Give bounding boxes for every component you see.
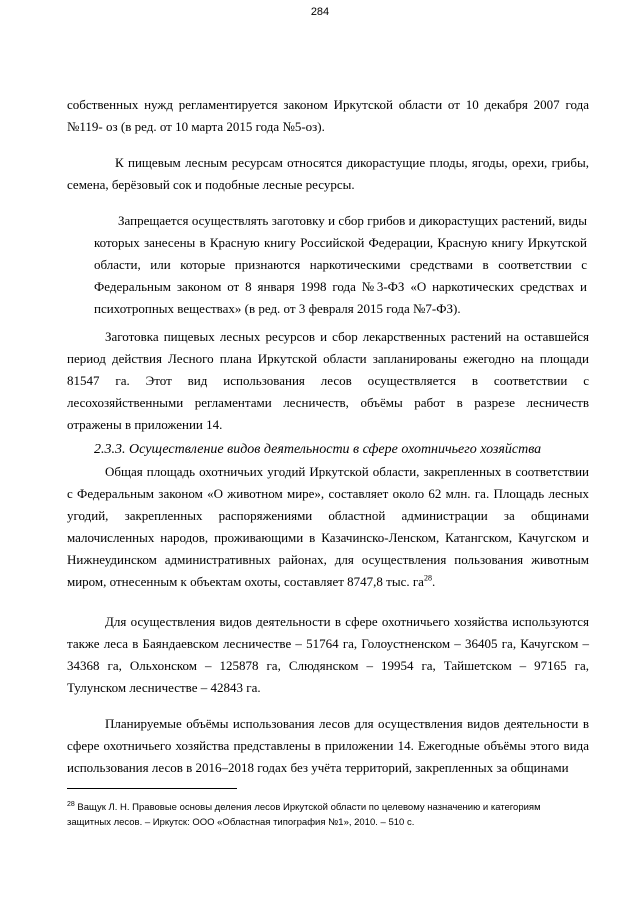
footnote-text: Ващук Л. Н. Правовые основы деления лесов Иркутской области по целевому назначению и категориям защитных лесов. – Иркутск: ООО «Областная типография №1», 2010. – 510 с. [67,802,541,828]
paragraph-7: Планируемые объёмы использования лесов для осуществления видов деятельности в сфере охотничьего хозяйства представлены в приложении 14. Ежегодные объёмы этого вида использования лесов в 2016–2018 годах без учёта территорий, закрепленных за общинами [67,716,589,775]
paragraph-4: Заготовка пищевых лесных ресурсов и сбор лекарственных растений на оставшейся период действия Лесного плана Иркутской области запланированы ежегодно на площади 81547 га. Этот вид использования лесов осуществляется в соответствии с лесохозяйственными регламентами лесничеств, объёмы работ в разрезе лесничеств отражены в приложении 14. [67,329,589,432]
footnote [67,800,567,830]
page-number: 284 [310,6,330,18]
paragraph-1: собственных нужд регламентируется законом Иркутской области от 10 декабря 2007 года №119- оз (в ред. от 10 марта 2015 года №5-оз). [67,97,589,134]
paragraph-5 [67,461,589,593]
paragraph-2: К пищевым лесным ресурсам относятся дикорастущие плоды, ягоды, орехи, грибы, семена, берёзовый сок и подобные лесные ресурсы. [67,155,589,192]
section-heading: 2.3.3. Осуществление видов деятельности в сфере охотничьего хозяйства [94,442,542,457]
footnote-ref[interactable]: 28 [423,573,432,583]
paragraph-5-text: Общая площадь охотничьих угодий Иркутской области, закрепленных в соответствии с Федеральным законом «О животном мире», составляет около 62 млн. га. Площадь лесных угодий, закрепленных распоряжениями областной администрации за общинами малочисленных народов, проживающими в Казачинско-Ленском, Катангском, Качугском и Нижнеудинском административных районах, для осуществления пользования животным миром, отнесенным к объектам охоты, составляет 8747,8 тыс. га [67,464,589,589]
paragraph-5-end: . [431,574,436,589]
paragraph-6: Для осуществления видов деятельности в сфере охотничьего хозяйства используются также леса в Баяндаевском лесничестве – 51764 га, Голоустненском – 36405 га, Качугском – 34368 га, Ольхонском – 125878 га, Слюдянском – 19954 га, Тайшетском – 97165 га, Тулунском лесничестве – 42843 га. [67,614,589,695]
footnote-separator [67,788,237,789]
paragraph-3: Запрещается осуществлять заготовку и сбор грибов и дикорастущих растений, виды которых занесены в Красную книгу Российской Федерации, Красную книгу Иркутской области, или которые признаются наркотическими средствами в соответствии с Федеральным законом от 8 января 1998 года №3-ФЗ «О наркотических средствах и психотропных веществах» (в ред. от 3 февраля 2015 года №7-ФЗ). [94,213,587,316]
footnote-number: 28 [67,800,75,808]
